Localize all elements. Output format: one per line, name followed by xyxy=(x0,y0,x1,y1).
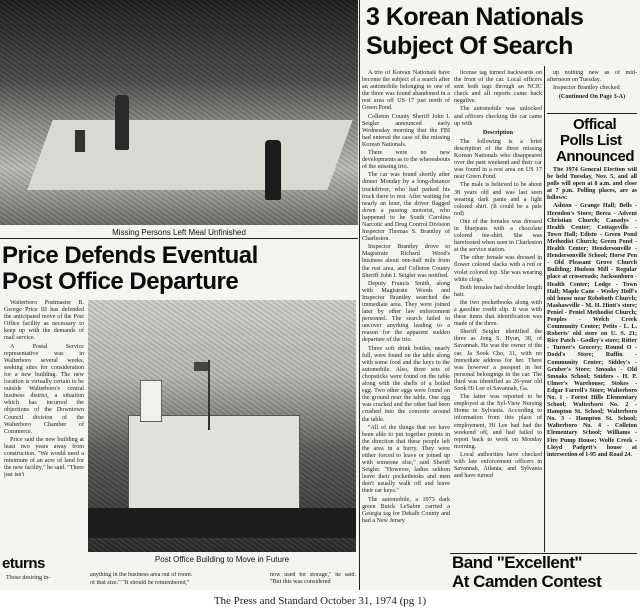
korean-col3-p1: up nothing new as of mid-afternoon on Tuesday. xyxy=(547,70,637,84)
korean-col2-p6: The other female was dressed in flower colored slacks with a red or violet colored top. She was wearing white clogs. xyxy=(454,255,542,283)
price-headline-line2: Post Office Departure xyxy=(2,268,239,295)
korean-column-3 xyxy=(547,70,637,112)
korean-col2-p8: the two pocketbooks along with a gasoline credit slip. It was with these items that identification was made of the three. xyxy=(454,299,542,328)
polls-column xyxy=(547,167,637,552)
korean-col1-p8: "All of the things that we have been able to put together points in the direction that these people left the area in a hurry. They were either forced to leave or joined up with someone else," said Sheriff Seigler. "However, ladies seldom leave their pocketbooks and men don't usually walk off and leave their car keys." xyxy=(362,424,450,495)
column-rule-1 xyxy=(359,0,360,590)
returns-headline: eturns xyxy=(2,555,45,572)
korean-col2-p11: Local authorities have checked with law enforcement officers in Savannah, Atlanta, and Sylvania and have turned xyxy=(454,451,542,480)
korean-col2-p1: license tag turned backwards on the front of the car. Local officers sent both tags through an NCIC check and all reports came back negative. xyxy=(454,70,542,105)
korean-headline-line1: 3 Korean Nationals xyxy=(366,3,584,31)
post-office-building xyxy=(128,415,300,512)
flag-pole xyxy=(208,360,210,430)
price-p2: A Postal Service representative was in Walterboro several weeks, seeking sites for consideration for a new building. The new location is virtually certain to be outside Walterboro's central business district, a situation which has incurred the objections of the Downtown Council division of the Walterboro Chamber of Commerce. xyxy=(4,343,84,435)
korean-column-1 xyxy=(362,70,450,590)
flag xyxy=(194,362,208,371)
post-office-photo xyxy=(88,300,356,552)
polls-p1: The 1974 General Election will be held Tuesday, Nov. 5, and all polls will open at 8 a.m. and close at 7 p.m. Polling places, are as follows: xyxy=(547,167,637,202)
korean-col2-p4: The male is believed to be about 38 years old and was last seen wearing dark pants and a light colored shirt. (It could be a pale red) xyxy=(454,182,542,217)
korean-col2-p9: Sheriff Seigler identified the three as Jong S. Hyun, 38, of Savannah. He was the owner of the car. Ja Sook Cho, 31, with no immediate address for her. There was however a passport in her personal belongings in the car. The third was identified as 26-year old Sook Hi Lee of Savannah, Ga. xyxy=(454,329,542,393)
price-bottom-text-3: now used for storage," he said. "But this was considered xyxy=(270,572,356,586)
korean-col1-p1: A trio of Korean Nationals have become the subject of a search after an automobile belonging to one of the three was found abandoned in a rest area off US 17 just north of Green Pond. xyxy=(362,70,450,112)
price-bottom-text-1: anything in the business area out of room. xyxy=(90,572,193,578)
polls-rule xyxy=(547,113,637,114)
korean-col2-p2: The automobile was unlocked and officers checking the car came up with xyxy=(454,106,542,127)
band-headline-line2: At Camden Contest xyxy=(452,572,602,590)
korean-col2-p5: One of the females was dressed in bluejeans with a chocolate colored tee-shirt. She was barefooted when seen in Charleston at the service station. xyxy=(454,218,542,254)
polls-headline-line2: Polls List xyxy=(560,132,622,149)
post-office-caption: Post Office Building to Move in Future xyxy=(154,555,290,564)
korean-col2-p7: Both females had shoulder length hair. xyxy=(454,284,542,298)
korean-col1-p9: The automobile, a 1973 dark green Buick LeSabre carried a Georgia tag for Dekalb County and had a New Jersey xyxy=(362,496,450,524)
korean-col3-p2: Inspector Brantley checked xyxy=(553,85,620,92)
korean-col2-p3: The following is a brief description of the three missing Korean Nationals who disappeared over the past weekend and their car was found in a rest area on US 17 near Green Pond. xyxy=(454,138,542,181)
caption-rule xyxy=(0,238,358,239)
korean-column-2 xyxy=(454,70,542,555)
korean-col1-p4: The car was found shortly after dinner Monday by a long-distance truckdriver, who had parked his truck there to rest. After waiting for nearly an hour, the driver flagged down a passing motorist, who happened to be South Carolina Narcotic and Drug Control Division Inspector Thomas S. Brantley of Charleston. xyxy=(362,172,450,243)
price-p3: Price said the new building at least two years away from construction. "We would need a minimum of an acre of land for the new facility," he said. "There just isn't xyxy=(4,436,84,479)
korean-col1-p2: Colleton County Sheriff John I. Seigler announced early Wednesday morning that the FBI had entered the case of the missing Korean Nationals. xyxy=(362,113,450,148)
price-bottom-text-2: of that size." "It should be remembered," xyxy=(90,580,190,586)
polls-headline-line1: Offical xyxy=(573,116,617,133)
continued-note: (Continued On Page 3-A) xyxy=(558,94,626,101)
korean-headline-line2: Subject Of Search xyxy=(366,32,573,60)
korean-col1-p3: There were no new developments as to the whereabouts of the missing trio. xyxy=(362,150,450,171)
bottle-3 xyxy=(75,130,85,152)
korean-col1-p7: Three soft drink bottles, nearly full, were found on the table along with some food and the keys to the automobile. Also, three sets of chopsticks were found on the table along with the shells of a boiled egg. Two other eggs were found on the ground near the table. One egg was cracked and the other had been crushed into the concrete around the table. xyxy=(362,345,450,423)
price-p1: Walterboro Postmaster B. George Price III has defended the anticipated move of the Post Office facility as necessary to keep up with the demands of mail service. xyxy=(4,300,84,342)
clock-tower xyxy=(140,380,162,422)
description-subhead: Description xyxy=(482,129,514,136)
returns-text: Those desiring in- xyxy=(6,575,51,581)
polls-p2: Ashton - Grange Hall; Bells - Herndon's Store; Berea - Advent Christian Church; Canadys - Health Center; Cottageville - Town Hall; Edisto - Green Pond Methodist Church; Green Pond - Health Center; Hendersonville - Hendersonville School; Horse Pen - Old Pleasant Grove Church Building; Hudson Mill - Regular place at crossroads; Jacksonboro - Health Center; Lodge - Town Hall; Maple Cane - Wesley Hoff's old house near Rehoboth Church; Mashawville - M. H. Hiott's store; Peniel - Peniel Methodist Church; Peoples - Welch Creek Community Center; Petits - L. L. Roberts' old store on U. S. 21; Rice Patch - Godley's store; Ritter - Turner's Grocery; Round O - Dodd's Store; Ruffin - Community Center; Siddey's - Gruber's Store; Smoaks - Old Smoaks School; Sniders - H. P. Ulmer's Warehouse; Stokes - Edgar Farrell's Store; Walterboro No. 1 - Forest Hills Elementary School; Walterboro No. 2 - Hampton St. School; Walterboro No. 3 - Hampton St. School; Walterboro No. 4 - Colleton Elementary School; Williams - Fire Pump House; Wolfe Creek - Lloyd Padgett's house at intersection of I-95 and Road 24. xyxy=(547,203,637,458)
price-column xyxy=(4,300,84,550)
korean-col2-p10: The latter was reported to be employed at the Syl-View Nursing Home in Sylvania. According to information from this place of employment, Hi Lee had had the weekend off, and had failed to report back to work on Monday morning. xyxy=(454,394,542,450)
polls-headline-line3: Announced xyxy=(556,148,634,165)
korean-col1-p5: Inspector Brantley drove to Magistrate Richard Wood's business about one-half mile from the rest area, and Colleton County Sheriff John I. Seigler was notified. xyxy=(362,244,450,279)
bottle-2 xyxy=(265,140,281,200)
image-caption: The Press and Standard October 31, 1974 (pg 1) xyxy=(0,590,640,613)
band-headline-line1: Band "Excellent" xyxy=(452,553,582,572)
parked-cars xyxy=(88,508,356,538)
top-photo-caption: Missing Persons Left Meal Unfinished xyxy=(112,228,246,237)
column-rule-2 xyxy=(544,66,545,552)
bottle-1 xyxy=(115,95,129,150)
price-headline-line1: Price Defends Eventual xyxy=(2,242,258,269)
korean-col1-p6: Deputy Francis Smith, along with Magistrate Woods and Inspector Brantley searched the immediate area. They were joined later by other law enforcement personnel. The search failed to uncover anything leading to a reason for the apparent sudden departure of the trio. xyxy=(362,280,450,344)
missing-persons-photo xyxy=(0,0,358,225)
